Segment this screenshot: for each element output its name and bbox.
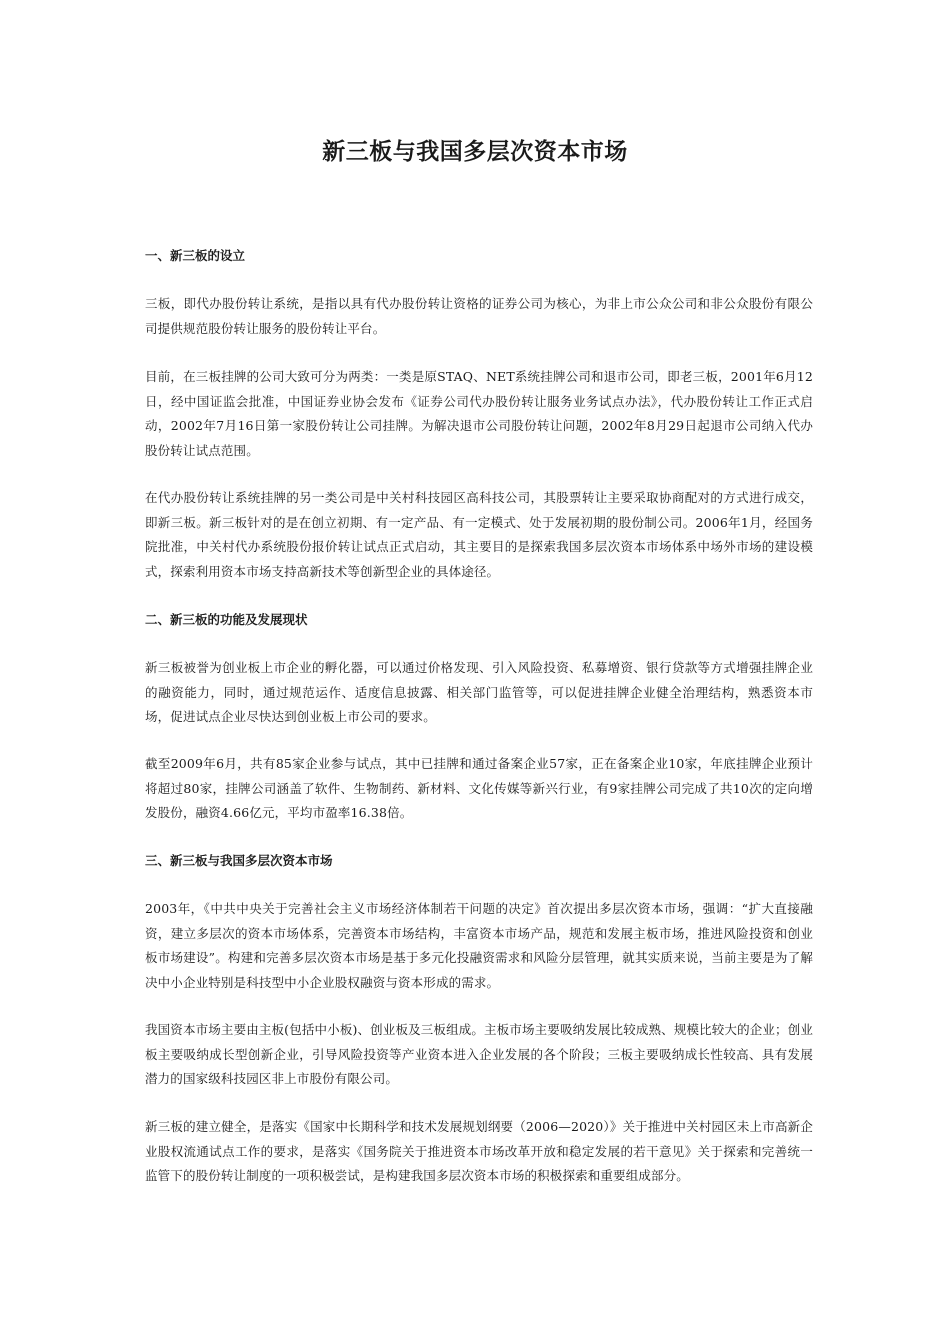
- section-1-paragraph-3: 在代办股份转让系统挂牌的另一类公司是中关村科技园区高科技公司，其股票转让主要采取协商配对的方式进行成交，即新三板。新三板针对的是在创立初期、有一定产品、有一定模式、处于发展初期的股份制公司。2006年1月，经国务院批准，中关村代办系统股份报价转让试点正式启动，其主要目的是探索我国多层次资本市场体系中场外市场的建设模式，探索利用资本市场支持高新技术等创新型企业的具体途径。: [145, 490, 813, 579]
- section-1-paragraph-1: 三板，即代办股份转让系统，是指以具有代办股份转让资格的证券公司为核心，为非上市公众公司和非公众股份有限公司提供规范股份转让服务的股份转让平台。: [145, 296, 813, 336]
- section-3-paragraph-2: 我国资本市场主要由主板(包括中小板)、创业板及三板组成。主板市场主要吸纳发展比较成熟、规模比较大的企业；创业板主要吸纳成长型创新企业，引导风险投资等产业资本进入企业发展的各个阶段；三板主要吸纳成长性较高、具有发展潜力的国家级科技园区非上市股份有限公司。: [145, 1022, 813, 1086]
- section-3-paragraph-1: 2003年，《中共中央关于完善社会主义市场经济体制若干问题的决定》首次提出多层次资本市场，强调：“扩大直接融资，建立多层次的资本市场体系，完善资本市场结构，丰富资本市场产品，规范和发展主板市场，推进风险投资和创业板市场建设”。构建和完善多层次资本市场是基于多元化投融资需求和风险分层管理，就其实质来说，当前主要是为了解决中小企业特别是科技型中小企业股权融资与资本形成的需求。: [145, 901, 813, 990]
- section-heading-3: 三、新三板与我国多层次资本市场: [145, 853, 333, 868]
- section-heading-1: 一、新三板的设立: [145, 248, 246, 263]
- section-1-paragraph-2: 目前，在三板挂牌的公司大致可分为两类：一类是原STAQ、NET系统挂牌公司和退市公司，即老三板，2001年6月12日，经中国证监会批准，中国证券业协会发布《证券公司代办股份转让服务业务试点办法》，代办股份转让工作正式启动，2002年7月16日第一家股份转让公司挂牌。为解决退市公司股份转让问题，2002年8月29日起退市公司纳入代办股份转让试点范围。: [145, 369, 813, 458]
- section-2-paragraph-2: 截至2009年6月，共有85家企业参与试点，其中已挂牌和通过备案企业57家，正在备案企业10家，年底挂牌企业预计将超过80家，挂牌公司涵盖了软件、生物制药、新材料、文化传媒等新兴行业，有9家挂牌公司完成了共10次的定向增发股份，融资4.66亿元，平均市盈率16.38倍。: [145, 756, 813, 820]
- document-title: 新三板与我国多层次资本市场: [322, 139, 628, 165]
- section-heading-2: 二、新三板的功能及发展现状: [145, 612, 308, 627]
- section-3-paragraph-3: 新三板的建立健全，是落实《国家中长期科学和技术发展规划纲要（2006—2020）》关于推进中关村园区未上市高新企业股权流通试点工作的要求，是落实《国务院关于推进资本市场改革开放和稳定发展的若干意见》关于探索和完善统一监管下的股份转让制度的一项积极尝试，是构建我国多层次资本市场的积极探索和重要组成部分。: [145, 1119, 813, 1183]
- section-2-paragraph-1: 新三板被誉为创业板上市企业的孵化器，可以通过价格发现、引入风险投资、私募增资、银行贷款等方式增强挂牌企业的融资能力，同时，通过规范运作、适度信息披露、相关部门监管等，可以促进挂牌企业健全治理结构，熟悉资本市场，促进试点企业尽快达到创业板上市公司的要求。: [145, 660, 813, 724]
